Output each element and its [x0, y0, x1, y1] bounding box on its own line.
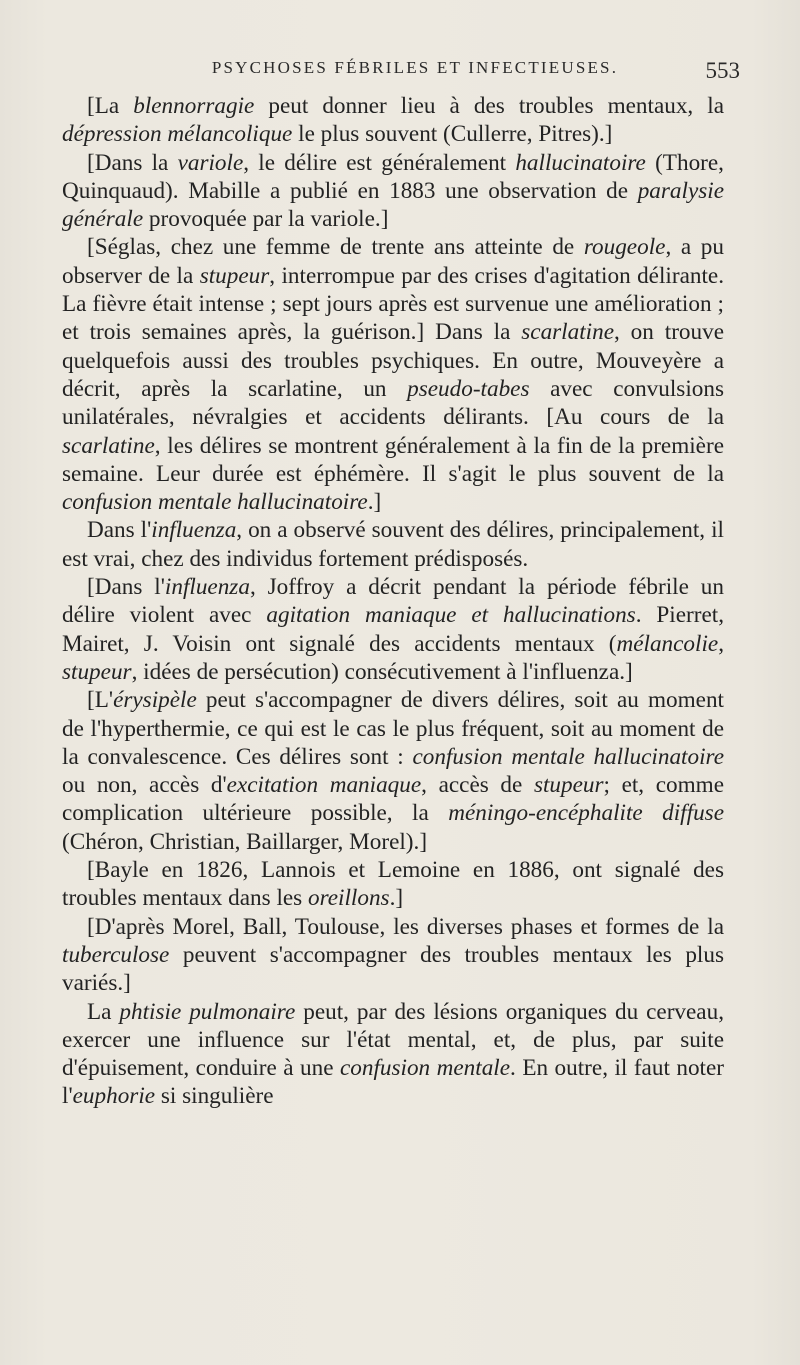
- text-run: avec convulsions unilatérales, névralgies et accidents délirants. [Au cours de la: [62, 375, 724, 431]
- italic-term: méningo-encéphalite diffuse: [448, 800, 724, 827]
- text-run: si singulière: [155, 1083, 274, 1110]
- italic-term: scarlatine: [521, 319, 614, 346]
- text-run: [Dans l': [87, 574, 165, 601]
- italic-term: érysipèle: [113, 687, 197, 714]
- italic-term: euphorie: [72, 1083, 156, 1110]
- italic-term: tuberculose: [62, 941, 170, 968]
- italic-term: influenza: [164, 574, 250, 601]
- text-run: , a pu observer de la: [62, 234, 724, 289]
- italic-term: pseudo-tabes: [407, 375, 530, 402]
- italic-term: mélancolie: [616, 630, 719, 657]
- text-run: ; et, comme complication ultérieure possible, la: [62, 772, 724, 827]
- text-run: Dans l': [87, 517, 152, 544]
- text-run: .]: [389, 885, 404, 912]
- text-run: peut s'accompagner de divers délires, soit au moment de l'hyperthermie, ce qui est le cas le plus fréquent, soit au moment de la convalescence. Ces délires sont :: [62, 687, 724, 770]
- text-run: . Pierret, Mairet, J. Voisin ont signalé des accidents mentaux (: [62, 602, 725, 657]
- text-run: (Chéron, Christian, Baillarger, Morel).]: [62, 828, 428, 855]
- italic-term: agitation maniaque et hallucinations: [266, 602, 636, 629]
- italic-term: rougeole: [583, 234, 666, 261]
- italic-term: blennorragie: [133, 93, 255, 119]
- text-run: (Thore, Quinquaud). Mabille a publié en 1883 une observation de: [62, 149, 724, 204]
- text-run: ,: [718, 630, 724, 657]
- italic-term: confusion mentale: [339, 1055, 511, 1082]
- italic-term: stupeur: [62, 658, 132, 685]
- paragraph-variole: [62, 149, 724, 234]
- text-run: La: [87, 998, 120, 1025]
- text-run: , on a observé souvent des délires, principalement, il est vrai, chez des individus fortement prédisposés.: [62, 517, 724, 572]
- italic-term: confusion mentale hallucinatoire: [412, 743, 724, 770]
- paragraph-influenza: [62, 516, 724, 573]
- text-run: , Joffroy a décrit pendant la période fébrile un délire violent avec: [62, 574, 724, 629]
- italic-term: stupeur: [199, 262, 270, 289]
- text-run: , les délires se montrent généralement à la fin de la première semaine. Leur durée est éphémère. Il s'agit le plus souvent de la: [62, 432, 724, 487]
- italic-term: excitation maniaque: [226, 772, 422, 799]
- text-run: [Bayle en 1826, Lannois et Lemoine en 1886, ont signalé des troubles mentaux dans les: [62, 857, 724, 912]
- text-run: , interrompue par des crises d'agitation délirante. La fièvre était intense ; sept jours après est survenue une amélioration ; et trois semaines après, la guérison.] Dans la: [62, 262, 724, 346]
- italic-term: confusion mentale hallucinatoire: [62, 489, 368, 516]
- paragraph-blennorragie: [62, 92, 724, 149]
- text-run: .]: [367, 489, 382, 516]
- text-run: , on trouve quelquefois aussi des troubles psychiques. En outre, Mouveyère a décrit, après la scarlatine, un: [62, 319, 724, 402]
- text-run: , le délire est généralement: [243, 149, 516, 176]
- text-run: [La: [87, 93, 134, 119]
- running-head-title: PSYCHOSES FÉBRILES ET INFECTIEUSES.: [211, 58, 619, 77]
- italic-term: variole: [177, 149, 244, 176]
- text-run: le plus souvent (Cullerre, Pitres).]: [292, 121, 613, 148]
- italic-term: influenza: [151, 517, 237, 544]
- page-number: 553: [705, 58, 740, 83]
- paragraph-oreillons: [62, 856, 724, 913]
- italic-term: oreillons: [308, 885, 390, 912]
- paragraph-rougeole-scarlatine: [62, 233, 724, 516]
- text-run: [Dans la: [87, 149, 178, 176]
- text-run: [D'après Morel, Ball, Toulouse, les diverses phases et formes de la: [87, 913, 724, 940]
- text-run: peuvent s'accompagner des troubles mentaux les plus variés.]: [62, 941, 724, 997]
- text-run: peut donner lieu à des troubles mentaux, la: [254, 93, 725, 119]
- italic-term: scarlatine: [62, 432, 155, 459]
- italic-term: dépression mélancolique: [62, 121, 293, 148]
- text-run: ou non, accès d': [62, 772, 227, 799]
- italic-term: phtisie pulmonaire: [119, 998, 296, 1025]
- paragraph-tuberculose: [62, 913, 724, 998]
- text-run: [Séglas, chez une femme de trente ans atteinte de: [87, 234, 584, 261]
- italic-term: paralysie générale: [62, 177, 724, 233]
- text-run: provoquée par la variole.]: [143, 206, 389, 233]
- text-run: peut, par des lésions organiques du cerveau, exercer une influence sur l'état mental, et, de plus, par suite d'épuisement, conduire à une: [62, 998, 724, 1082]
- paragraph-phtisie: [62, 998, 724, 1111]
- text-run: , accès de: [421, 772, 534, 799]
- italic-term: stupeur: [533, 772, 604, 799]
- running-head: [90, 58, 740, 88]
- text-run: [L': [87, 687, 114, 714]
- italic-term: hallucinatoire: [515, 149, 646, 176]
- paragraph-influenza-joffroy: [62, 573, 724, 686]
- text-run: . En outre, il faut noter l': [62, 1055, 725, 1110]
- paragraph-erysipele: [62, 686, 724, 856]
- text-run: , idées de persécution) consécutivement à l'influenza.]: [131, 658, 633, 685]
- body-text: [62, 92, 724, 1111]
